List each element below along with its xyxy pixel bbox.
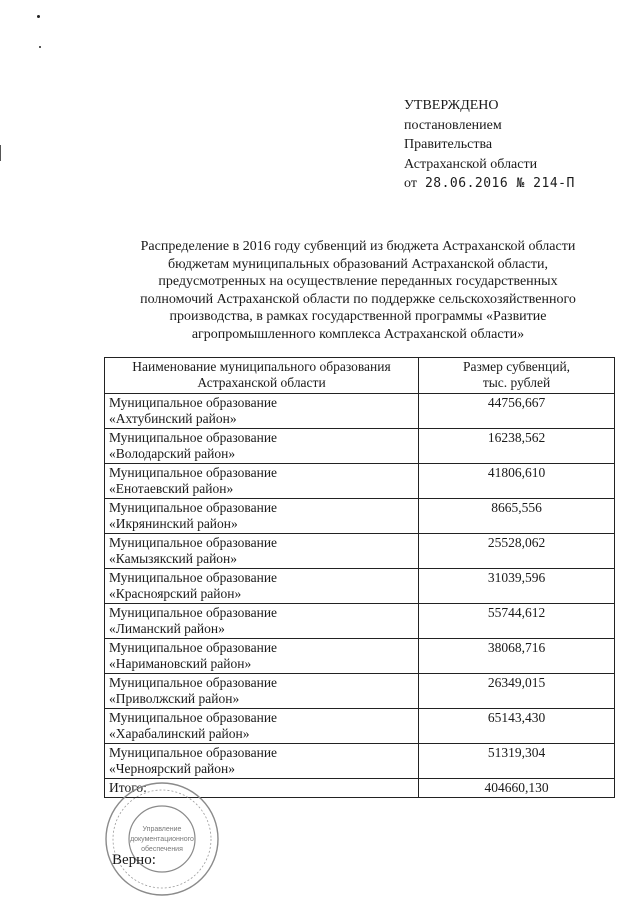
total-value-cell: 404660,130 (419, 779, 615, 798)
subsidy-value-cell: 16238,562 (419, 429, 615, 464)
approval-date-prefix: от (404, 176, 417, 191)
table-row (105, 534, 615, 569)
official-seal-icon (103, 780, 221, 898)
municipality-cell: Муниципальное образование «Енотаевский район» (105, 464, 419, 499)
table-header-row (105, 358, 615, 394)
subsidy-value-cell: 55744,612 (419, 604, 615, 639)
table-row (105, 464, 615, 499)
approval-date-stamp: 28.06.2016 № 214-П (424, 176, 575, 191)
subsidy-value-cell: 51319,304 (419, 744, 615, 779)
subsidy-value-cell: 65143,430 (419, 709, 615, 744)
municipality-cell: Муниципальное образование «Приволжский район» (105, 674, 419, 709)
title-line-2: бюджетам муниципальных образований Астраханской области, (168, 256, 548, 272)
approval-region: Астраханской области (404, 156, 538, 172)
subsidy-value-cell: 41806,610 (419, 464, 615, 499)
table-row (105, 709, 615, 744)
header-name-cell: Наименование муниципального образования Астраханской области (105, 358, 419, 394)
municipality-cell: Муниципальное образование «Камызякский район» (105, 534, 419, 569)
table-row (105, 394, 615, 429)
subsidy-value-cell: 8665,556 (419, 499, 615, 534)
header-value-cell: Размер субвенций, тыс. рублей (419, 358, 615, 394)
total-label-cell: Итого: (105, 779, 419, 798)
subsidy-value-cell: 44756,667 (419, 394, 615, 429)
table-row (105, 674, 615, 709)
scan-margin-mark (0, 145, 1, 161)
municipality-cell: Муниципальное образование «Харабалинский район» (105, 709, 419, 744)
municipality-cell: Муниципальное образование «Красноярский район» (105, 569, 419, 604)
title-line-1: Распределение в 2016 году субвенций из бюджета Астраханской области (140, 239, 576, 254)
table-row (105, 499, 615, 534)
seal-text-line-2: документационного (130, 836, 194, 843)
approval-date-line (404, 174, 575, 194)
approval-heading: УТВЕРЖДЕНО (404, 98, 499, 113)
table-row (105, 604, 615, 639)
scan-speck (39, 46, 41, 48)
seal-text-line-3: обеспечения (141, 846, 183, 853)
scan-speck (37, 15, 40, 18)
table-row (105, 569, 615, 604)
subsidy-value-cell: 31039,596 (419, 569, 615, 604)
approval-decree: постановлением (404, 117, 502, 133)
municipality-cell: Муниципальное образование «Ахтубинский район» (105, 394, 419, 429)
municipality-cell: Муниципальное образование «Наримановский район» (105, 639, 419, 674)
title-line-5: производства, в рамках государственной программы «Развитие (169, 309, 547, 324)
municipality-cell: Муниципальное образование «Лиманский район» (105, 604, 419, 639)
title-line-3: предусмотренных на осуществление переданных государственных (158, 274, 558, 289)
subsidy-value-cell: 38068,716 (419, 639, 615, 674)
municipality-cell: Муниципальное образование «Черноярский район» (105, 744, 419, 779)
subsidy-distribution-table (104, 357, 615, 798)
approval-government: Правительства (404, 137, 493, 152)
table-row (105, 639, 615, 674)
subsidy-value-cell: 26349,015 (419, 674, 615, 709)
seal-text-line-1: Управление (142, 826, 182, 833)
table-row (105, 744, 615, 779)
certified-label: Верно: (112, 852, 156, 868)
table-row (105, 429, 615, 464)
title-line-6: агропромышленного комплекса Астраханской области» (191, 326, 525, 342)
title-line-4: полномочий Астраханской области по поддержке сельскохозяйственного (140, 291, 576, 307)
approval-block (404, 96, 575, 194)
subsidy-value-cell: 25528,062 (419, 534, 615, 569)
document-title (98, 238, 618, 343)
municipality-cell: Муниципальное образование «Володарский район» (105, 429, 419, 464)
municipality-cell: Муниципальное образование «Икрянинский район» (105, 499, 419, 534)
